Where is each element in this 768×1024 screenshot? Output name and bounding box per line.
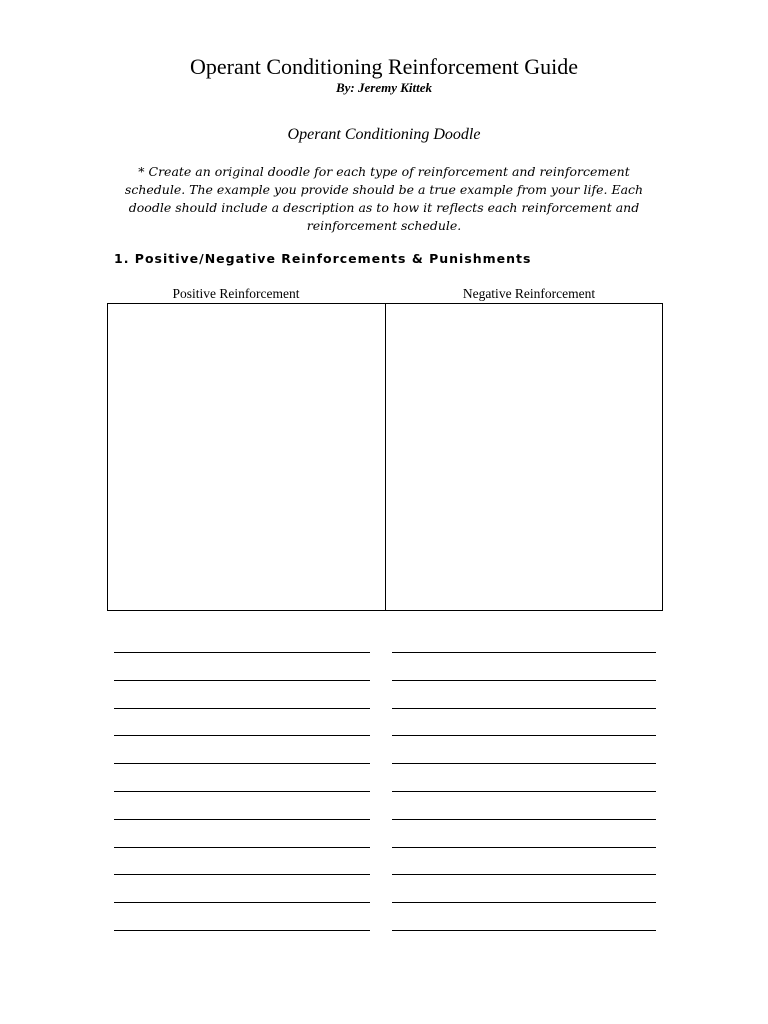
positive-reinforcement-doodle-area[interactable] bbox=[108, 304, 386, 610]
doodle-box bbox=[107, 303, 663, 611]
section-heading: 1. Positive/Negative Reinforcements & Punishments bbox=[114, 251, 532, 266]
writing-line[interactable] bbox=[392, 763, 656, 791]
writing-line[interactable] bbox=[392, 874, 656, 902]
document-author: By: Jeremy Kittek bbox=[335, 80, 433, 95]
writing-line[interactable] bbox=[114, 680, 370, 708]
writing-line[interactable] bbox=[392, 847, 656, 875]
writing-line[interactable] bbox=[114, 708, 370, 736]
negative-reinforcement-doodle-area[interactable] bbox=[386, 304, 663, 610]
writing-line[interactable] bbox=[114, 763, 370, 791]
negative-reinforcement-writing-lines bbox=[392, 652, 656, 958]
writing-line[interactable] bbox=[392, 652, 656, 680]
writing-line[interactable] bbox=[114, 902, 370, 930]
writing-line[interactable] bbox=[114, 791, 370, 819]
writing-line[interactable] bbox=[392, 902, 656, 930]
writing-line[interactable] bbox=[392, 791, 656, 819]
doodle-subtitle: Operant Conditioning Doodle bbox=[287, 126, 481, 143]
writing-line[interactable] bbox=[392, 680, 656, 708]
instructions-text: * Create an original doodle for each type of reinforcement and reinforcement schedule. The example you provide should be a true example from your life. Each doodle should include a description as to how it reflects each reinforcement and reinforcement schedule. bbox=[124, 164, 644, 233]
positive-reinforcement-writing-lines bbox=[114, 652, 370, 958]
writing-line[interactable] bbox=[392, 708, 656, 736]
document-title: Operant Conditioning Reinforcement Guide bbox=[190, 54, 578, 79]
writing-line[interactable] bbox=[114, 847, 370, 875]
writing-line[interactable] bbox=[392, 819, 656, 847]
positive-reinforcement-label: Positive Reinforcement bbox=[172, 286, 300, 301]
writing-line[interactable] bbox=[392, 930, 656, 958]
writing-line[interactable] bbox=[114, 819, 370, 847]
writing-line[interactable] bbox=[392, 735, 656, 763]
negative-reinforcement-label: Negative Reinforcement bbox=[462, 286, 596, 301]
writing-line[interactable] bbox=[114, 930, 370, 958]
writing-line[interactable] bbox=[114, 735, 370, 763]
writing-line[interactable] bbox=[114, 652, 370, 680]
writing-line[interactable] bbox=[114, 874, 370, 902]
